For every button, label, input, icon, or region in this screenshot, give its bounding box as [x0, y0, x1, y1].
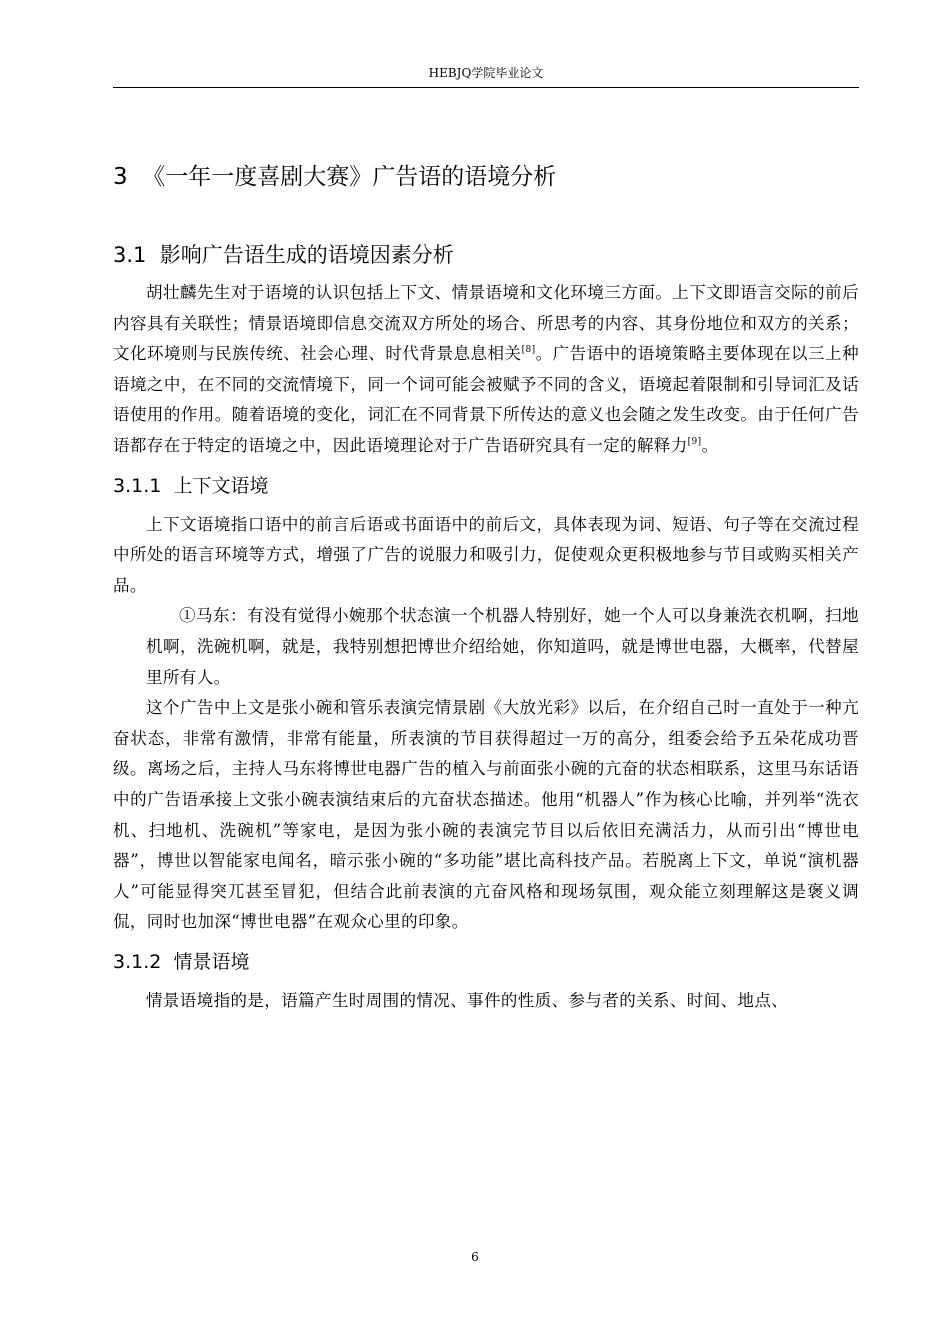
page-body — [113, 150, 859, 1016]
example-quote: ①马东：有没有觉得小婉那个状态演一个机器人特别好，她一个人可以身兼洗衣机啊，扫地机啊，洗碗机啊，就是，我特别想把博世介绍给她，你知道吗，就是博世电器，大概率，代替屋里所有人。 — [146, 606, 859, 687]
subsection-number: 3.1.2 — [113, 950, 162, 973]
intro-text-a: 胡壮麟先生对于语境的认识包括上下文、情景语境和文化环境三方面。上下文即语言交际的前后内容具有关联性；情景语境即信息交流双方所处的场合、所思考的内容、其身份地位和双方的关系；文化环境则与民族传统、社会心理、时代背景息息相关 — [113, 283, 859, 364]
header-rule — [113, 87, 859, 88]
citation-9: [9] — [687, 436, 702, 447]
subsection-heading-context — [113, 462, 859, 510]
subsection-heading-situation — [113, 938, 859, 986]
intro-paragraph — [113, 278, 859, 462]
section-title: 影响广告语生成的语境因素分析 — [159, 243, 454, 267]
intro-text-c: 。 — [701, 435, 719, 455]
chapter-title: 《一年一度喜剧大赛》广告语的语境分析 — [142, 164, 557, 190]
chapter-number: 3 — [113, 164, 128, 190]
subsection-title: 上下文语境 — [173, 474, 269, 497]
context-analysis-paragraph: 这个广告中上文是张小碗和管乐表演完情景剧《大放光彩》以后，在介绍自己时一直处于一种亢奋状态，非常有激情，非常有能量，所表演的节目获得超过一万的高分，组委会给予五朵花成功晋级。离场之后，主持人马东将博世电器广告的植入与前面张小碗的亢奋的状态相联系，这里马东话语中的广告语承接上文张小碗表演结束后的亢奋状态描述。他用“机器人”作为核心比喻，并列举“洗衣机、扫地机、洗碗机”等家电，是因为张小碗的表演完节目以后依旧充满活力，从而引出“博世电器”，博世以智能家电闻名，暗示张小碗的“多功能”堪比高科技产品。若脱离上下文，单说“演机器人”可能显得突兀甚至冒犯，但结合此前表演的亢奋风格和现场氛围，观众能立刻理解这是褒义调侃，同时也加深“博世电器”在观众心里的印象。 — [113, 698, 859, 932]
running-header: HEBJQ学院毕业论文 — [428, 66, 544, 80]
intro-text-b: 。广告语中的语境策略主要体现在以三上种语境之中，在不同的交流情境下，同一个词可能会被赋予不同的含义，语境起着限制和引导词汇及话语使用的作用。随着语境的变化，词汇在不同背景下所传达的意义也会随之发生改变。由于任何广告语都存在于特定的语境之中，因此语境理论对于广告语研究具有一定的解释力 — [113, 344, 859, 455]
context-definition-paragraph: 上下文语境指口语中的前言后语或书面语中的前后文，具体表现为词、短语、句子等在交流过程中所处的语言环境等方式，增强了广告的说服力和吸引力，促使观众更积极地参与节目或购买相关产品。 — [113, 514, 859, 595]
situation-definition-paragraph: 情景语境指的是，语篇产生时周围的情况、事件的性质、参与者的关系、时间、地点、 — [146, 990, 789, 1010]
page-number: 6 — [471, 1250, 479, 1264]
subsection-number: 3.1.1 — [113, 474, 162, 497]
section-heading — [113, 232, 859, 278]
citation-8: [8] — [521, 345, 536, 356]
section-number: 3.1 — [113, 243, 147, 267]
subsection-title: 情景语境 — [173, 950, 250, 973]
chapter-heading — [113, 150, 859, 204]
